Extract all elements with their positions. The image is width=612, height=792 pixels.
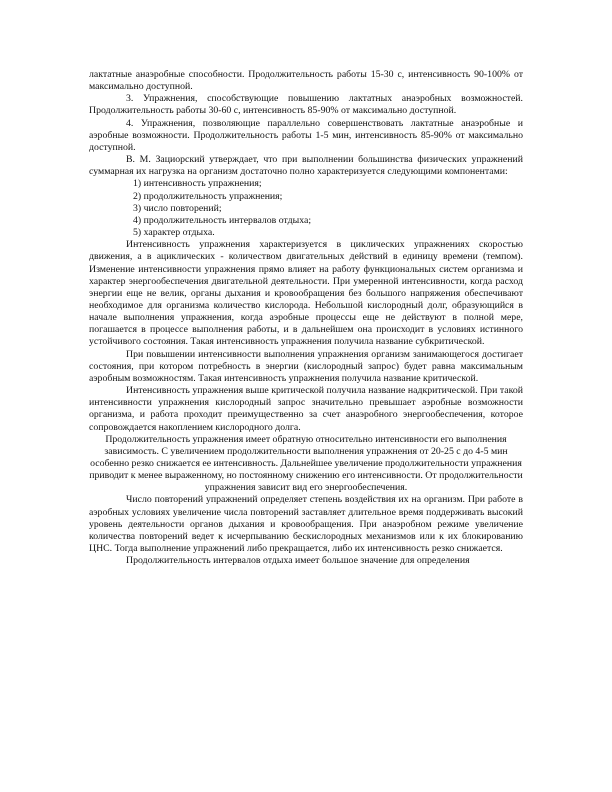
paragraph-rest-intervals: Продолжительность интервалов отдыха имеет большое значение для определения [126,555,470,567]
list-item-duration: 2) продолжительность упражнения; [133,190,283,202]
list-item-intensity: 1) интенсивность упражнения; [133,178,262,190]
paragraph-intensity: Интенсивность упражнения характеризуется в циклических упражнениях скоростью движения, а в ациклических - количеством двигательных действий в единицу времени (темпом). Изменение интенсивности упражнения прямо влияет на работу функциональных систем организма и характер энергообеспечения двигательной деятельности. При умеренной интенсивности, когда расход энергии еще не велик, органы дыхания и кровообращения без большого напряжения обеспечивают необходимое для организма количество кислорода. Небольшой кислородный долг, образующийся в начале выполнения упражнения, когда аэробные процессы еще не действуют в полной мере, погашается в процессе выполнения работы, и в дальнейшем она происходит в условиях истинного устойчивого состояния. Такая интенсивность упражнения получила название субкритической. [89,239,523,348]
paragraph-supercritical: Интенсивность упражнения выше критической получила название надкритической. При такой интенсивности упражнения кислородный запрос значительно превышает аэробные возможности организма, и работа проходит преимущественно за счет анаэробного энергообеспечения, которое сопровождается накоплением кислородного долга. [89,385,523,433]
paragraph-zatsiorsky: В. М. Зациорский утверждает, что при выполнении большинства физических упражнений суммарная их нагрузка на организм достаточно полно характеризуется следующими компонентами: [89,154,523,178]
paragraph-duration: Продолжительность упражнения имеет обратную относительно интенсивности его выполнения зависимость. С увеличением продолжительности выполнения упражнения от 20-25 с до 4-5 мин особенно резко снижается ее интенсивность. Дальнейшее увеличение продолжительности упражнения приводит к менее выраженному, но постоянному снижению его интенсивности. От продолжительности упражнения зависит вид его энергообеспечения. [89,433,523,494]
paragraph-repetitions: Число повторений упражнений определяет степень воздействия их на организм. При работе в аэробных условиях увеличение числа повторений заставляет длительное время поддерживать высокий уровень деятельности органов дыхания и кровообращения. При анаэробном режиме увеличение количества повторений ведет к исчерпыванию бескислородных механизмов или к их блокированию ЦНС. Тогда выполнение упражнений либо прекращается, либо их интенсивность резко снижается. [89,494,523,555]
list-item-repetitions: 3) число повторений; [133,202,222,214]
document-page [89,69,523,567]
list-item-rest-intervals: 4) продолжительность интервалов отдыха; [133,214,312,226]
paragraph-critical: При повышении интенсивности выполнения упражнения организм занимающегося достигает состояния, при котором потребность в энергии (кислородный запрос) будет равна максимальным аэробным возможностям. Такая интенсивность упражнения получила название критической. [89,348,523,384]
paragraph-anaerobic-continuation: лактатные анаэробные способности. Продолжительность работы 15-30 с, интенсивность 90-100% от максимально доступной. [89,69,523,93]
list-item-rest-type: 5) характер отдыха. [133,227,215,239]
paragraph-exercise-4: 4. Упражнения, позволяющие параллельно совершенствовать лактатные анаэробные и аэробные возможности. Продолжительность работы 1-5 мин, интенсивность 85-90% от максимально доступной. [89,117,523,153]
paragraph-exercise-3: 3. Упражнения, способствующие повышению лактатных анаэробных возможностей. Продолжительность работы 30-60 с, интенсивность 85-90% от максимально доступной. [89,93,523,117]
